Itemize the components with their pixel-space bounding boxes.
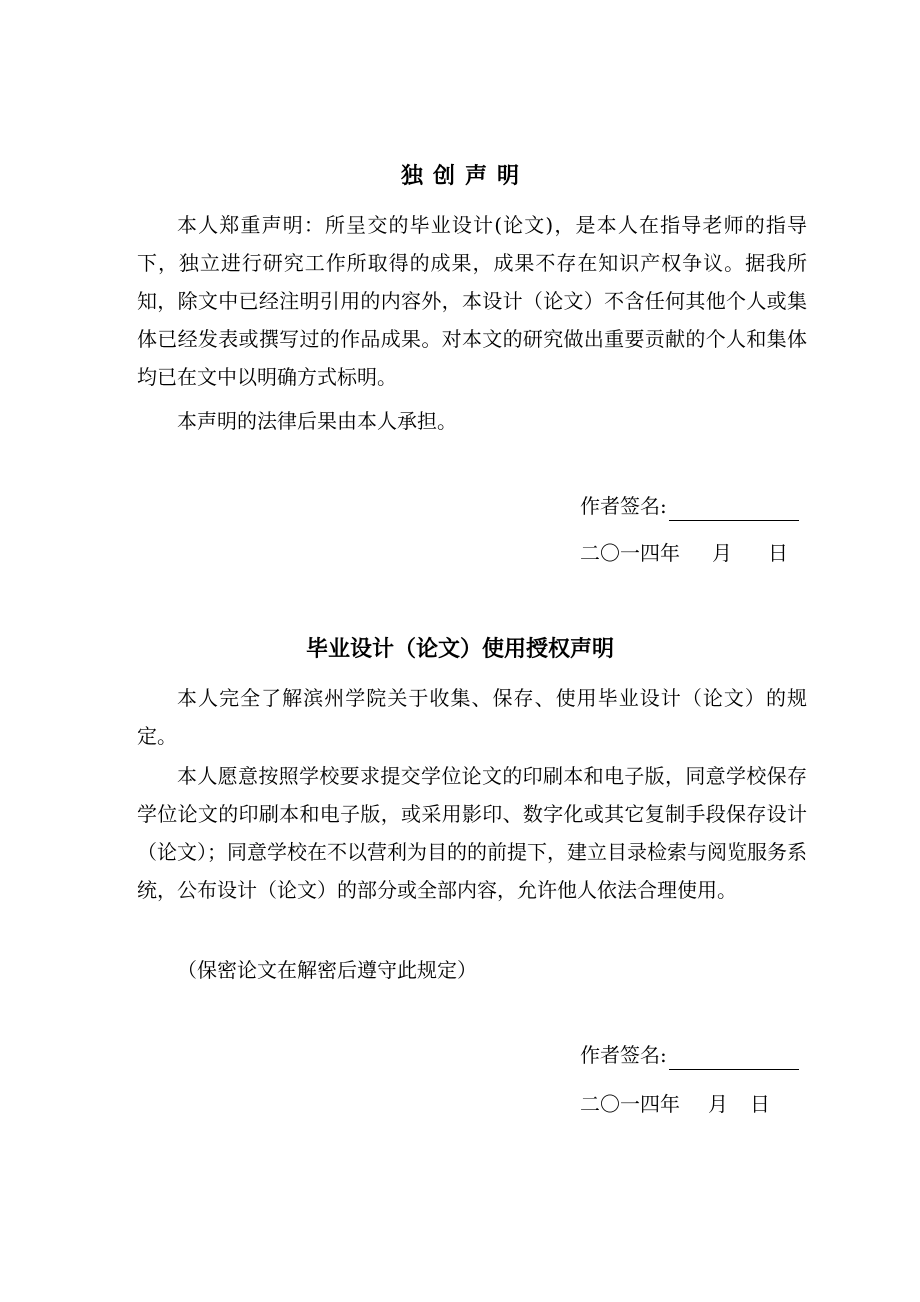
authorization-signature-line (580, 1040, 799, 1070)
authorization-title: 毕业设计（论文）使用授权声明 (305, 637, 614, 662)
authorization-paragraph-2: 本人愿意按照学校要求提交学位论文的印刷本和电子版，同意学校保存学位论文的印刷本和电子版，或采用影印、数字化或其它复制手段保存设计（论文）；同意学校在不以营利为目的的前提下，建立目录检索与阅览服务系统，公布设计（论文）的部分或全部内容，允许他人依法合理使用。 (137, 764, 807, 902)
date-month: 月 (712, 541, 732, 565)
date-year: 二〇一四年 (580, 1092, 680, 1116)
signature-blank (669, 498, 799, 521)
authorization-date-line (580, 1089, 770, 1119)
signature-label: 作者签名: (580, 1043, 667, 1067)
authorization-paragraph-1: 本人完全了解滨州学院关于收集、保存、使用毕业设计（论文）的规定。 (137, 686, 807, 748)
date-day: 日 (768, 541, 788, 565)
authorization-paragraph-3: （保密论文在解密后遵守此规定） (177, 958, 477, 982)
date-month: 月 (708, 1092, 728, 1116)
date-year: 二〇一四年 (580, 541, 680, 565)
originality-date-line (580, 538, 788, 568)
originality-paragraph-1: 本人郑重声明：所呈交的毕业设计(论文)，是本人在指导老师的指导下，独立进行研究工作所取得的成果，成果不存在知识产权争议。据我所知，除文中已经注明引用的内容外，本设计（论文）不含任何其他个人或集体已经发表或撰写过的作品成果。对本文的研究做出重要贡献的个人和集体均已在文中以明确方式标明。 (137, 213, 807, 389)
originality-paragraph-2: 本声明的法律后果由本人承担。 (177, 409, 457, 433)
originality-title: 独创声明 (400, 164, 529, 189)
originality-signature-line (580, 491, 799, 521)
date-day: 日 (750, 1092, 770, 1116)
signature-label: 作者签名: (580, 494, 667, 518)
signature-blank (669, 1047, 799, 1070)
